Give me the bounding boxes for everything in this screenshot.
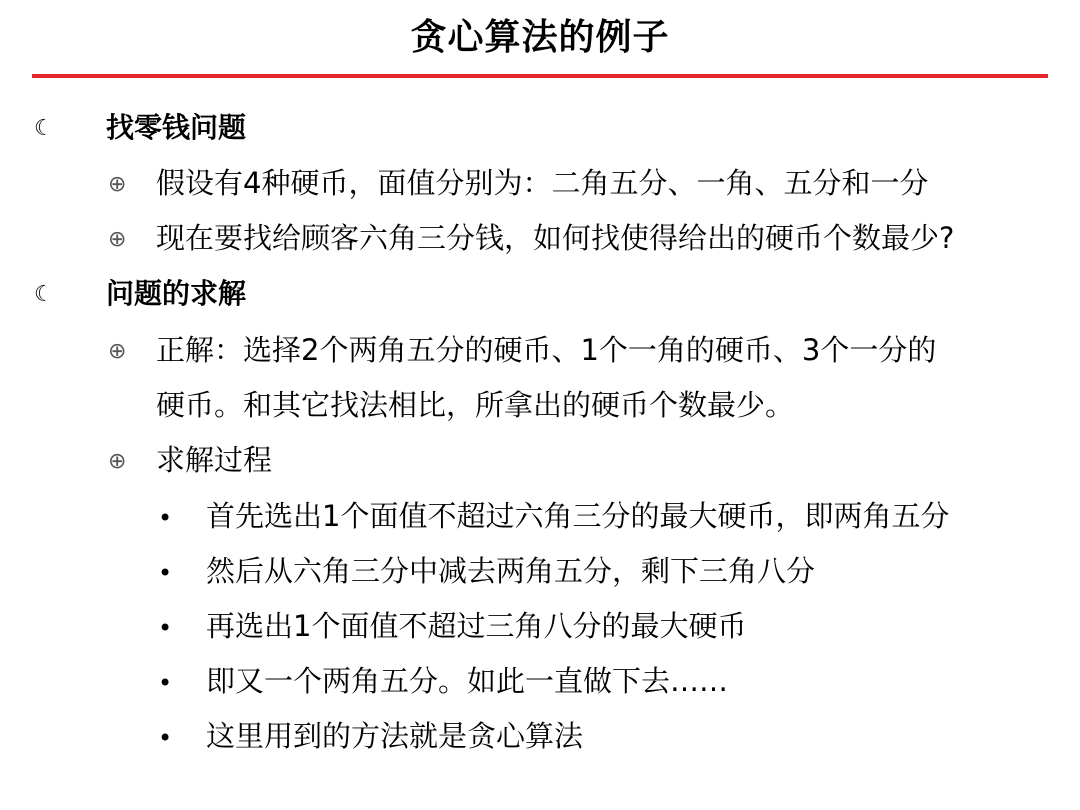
crosshair-bullet-icon: ⊕ <box>108 172 127 197</box>
section-heading-change-problem <box>34 108 246 149</box>
dot-bullet-icon: • <box>158 724 173 752</box>
dot-bullet-icon: • <box>158 669 173 697</box>
list-item-text: 假设有4种硬币，面值分别为：二角五分、一角、五分和一分 <box>156 166 929 200</box>
sub-list-item-text: 然后从六角三分中减去两角五分，剩下三角八分 <box>206 554 816 588</box>
title-underline <box>32 74 1048 78</box>
sub-list-item-text: 再选出1个面值不超过三角八分的最大硬币 <box>206 609 747 643</box>
sub-list-item <box>158 716 583 758</box>
sub-list-item-text: 这里用到的方法就是贪心算法 <box>206 719 584 753</box>
list-item-continuation <box>108 385 794 425</box>
sub-list-item <box>158 661 728 703</box>
list-item <box>108 440 272 482</box>
crosshair-bullet-icon: ⊕ <box>108 449 127 474</box>
list-item-text: 求解过程 <box>156 443 273 477</box>
list-item-text: 现在要找给顾客六角三分钱，如何找使得给出的硬币个数最少? <box>156 221 955 255</box>
curl-bullet-icon: ☾ <box>34 282 54 307</box>
list-item-text: 硬币。和其它找法相比，所拿出的硬币个数最少。 <box>156 388 795 422</box>
crosshair-bullet-icon: ⊕ <box>108 339 127 364</box>
dot-bullet-icon: • <box>158 614 173 642</box>
sub-list-item-text: 首先选出1个面值不超过六角三分的最大硬币，即两角五分 <box>206 499 950 533</box>
list-item-text: 正解：选择2个两角五分的硬币、1个一角的硬币、3个一分的 <box>156 333 937 367</box>
sub-list-item <box>158 606 746 648</box>
list-item <box>108 218 954 260</box>
sub-list-item-text: 即又一个两角五分。如此一直做下去…… <box>206 664 729 698</box>
dot-bullet-icon: • <box>158 559 173 587</box>
dot-bullet-icon: • <box>158 504 173 532</box>
section-heading-solution <box>34 274 246 315</box>
crosshair-bullet-icon: ⊕ <box>108 227 127 252</box>
list-item <box>108 163 928 205</box>
curl-bullet-icon: ☾ <box>34 116 54 141</box>
list-item <box>108 330 936 372</box>
section-heading-text: 找零钱问题 <box>106 111 247 144</box>
sub-list-item <box>158 496 949 538</box>
section-heading-text: 问题的求解 <box>106 277 247 310</box>
sub-list-item <box>158 551 815 593</box>
slide-title: 贪心算法的例子 <box>410 17 670 58</box>
